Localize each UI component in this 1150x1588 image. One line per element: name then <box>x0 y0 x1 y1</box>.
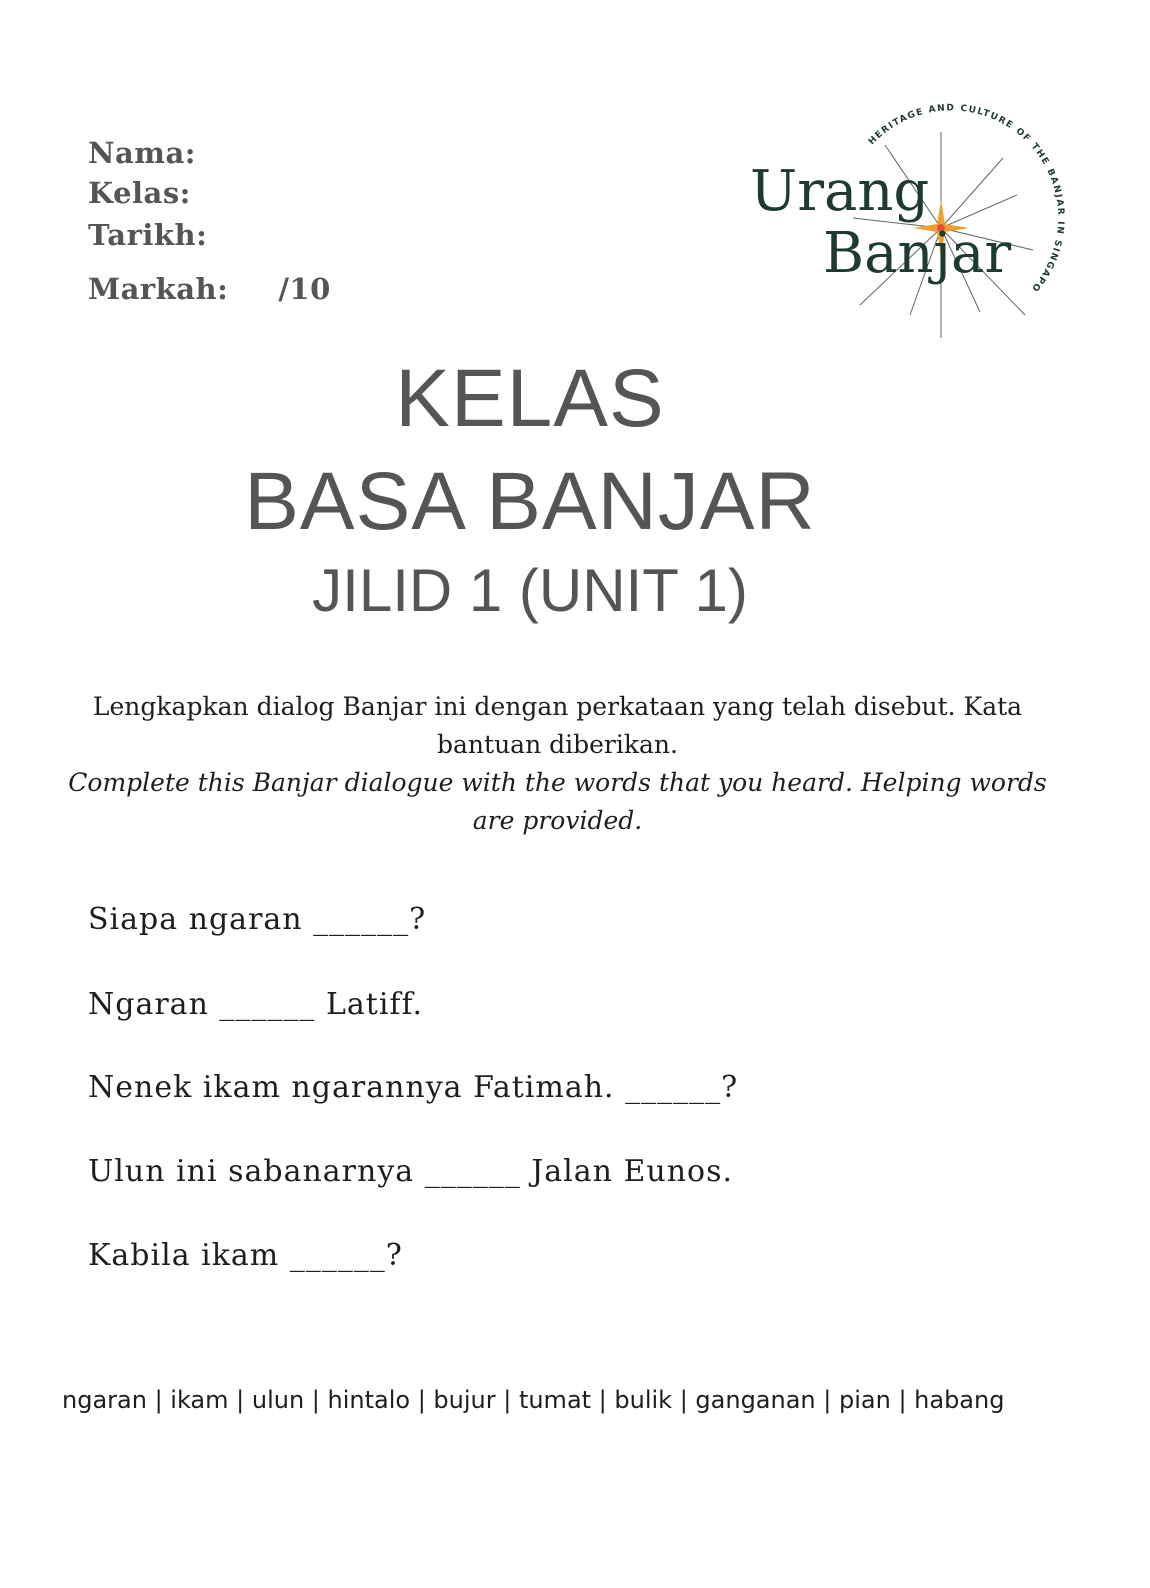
markah-row <box>88 272 331 306</box>
question-2: Ngaran ______ Latiff. <box>88 987 424 1022</box>
title-line-2: BASA BANJAR <box>244 456 816 547</box>
markah-total: /10 <box>278 272 331 306</box>
word-bank: ngaran | ikam | ulun | hintalo | bujur | tumat | bulik | ganganan | pian | habang <box>62 1386 1005 1414</box>
markah-label: Markah: <box>88 272 229 306</box>
logo-line-2: Banjar <box>823 221 1012 286</box>
question-5: Kabila ikam ______? <box>88 1238 403 1273</box>
instruction-malay: Lengkapkan dialog Banjar ini dengan perkataan yang telah disebut. Kata bantuan diberikan. <box>92 692 1023 759</box>
question-1: Siapa ngaran ______? <box>88 902 427 937</box>
title-line-3: JILID 1 (UNIT 1) <box>312 557 748 624</box>
tarikh-label: Tarikh: <box>88 218 208 252</box>
instruction-english: Complete this Banjar dialogue with the words that you heard. Helping words are provided. <box>68 768 1047 835</box>
kelas-label: Kelas: <box>88 176 191 210</box>
nama-label: Nama: <box>88 136 196 170</box>
ring-text: HERITAGE AND CULTURE OF THE BANJAR IN SINGAPO <box>866 103 1065 294</box>
question-4: Ulun ini sabanarnya ______ Jalan Eunos. <box>88 1154 734 1189</box>
title-line-1: KELAS <box>395 353 665 444</box>
question-3: Nenek ikam ngarannya Fatimah. ______? <box>88 1070 739 1105</box>
logo-line-1: Urang <box>750 159 930 224</box>
urang-banjar-logo <box>735 100 1065 350</box>
